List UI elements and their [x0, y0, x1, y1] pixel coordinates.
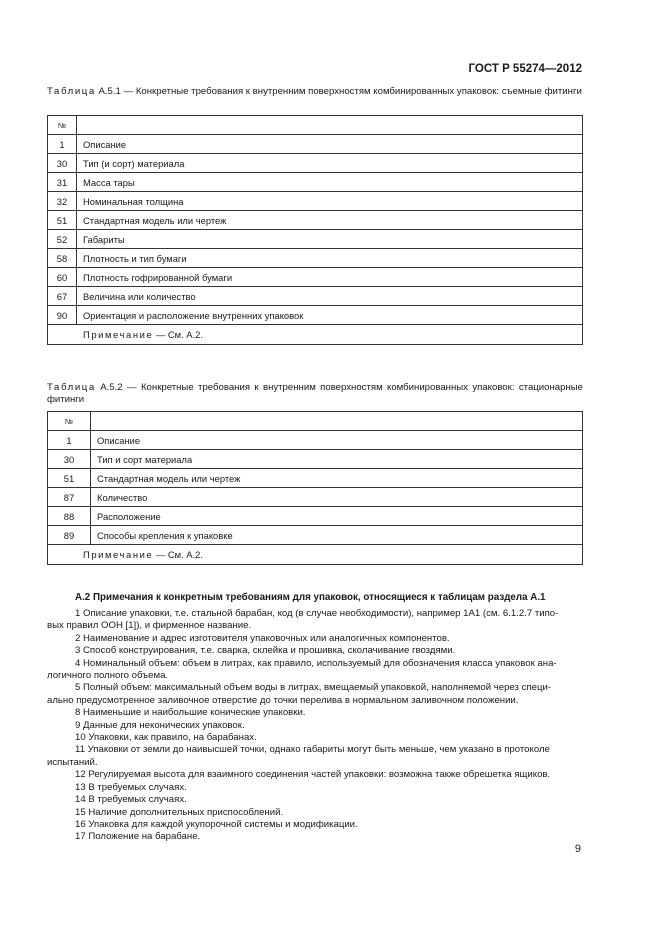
table2-caption-word: Таблица — [47, 382, 96, 393]
paragraph-continuation: испытаний. — [47, 756, 98, 768]
note-word: Примечание — [83, 549, 154, 560]
paragraph-line: 1 Описание упаковки, т.е. стальной барабан, код (в случае необходимости), например 1А1 (см. 6.1.2.7 типо- — [75, 608, 559, 619]
note-text: — См. А.2. — [153, 329, 203, 340]
section-title: А.2 Примечания к конкретным требованиям для упаковок, относящиеся к таблицам раздела А.1 — [75, 592, 546, 603]
table-header-row — [48, 412, 583, 431]
table-row — [48, 431, 583, 450]
paragraph-line: 4 Номинальный объем: объем в литрах, как правило, используемый для обозначения класса упаковок ана- — [75, 657, 557, 669]
table1-caption — [47, 86, 583, 98]
paragraph-line: 10 Упаковки, как правило, на барабанах. — [75, 732, 257, 744]
row-description: Ориентация и расположение внутренних упаковок — [77, 306, 583, 325]
row-number: 88 — [48, 507, 91, 526]
paragraph-line: 12 Регулируемая высота для взаимного соединения частей упаковки: возможна также обрешетка ящиков. — [75, 769, 551, 781]
table-note-row — [48, 325, 583, 345]
table1-note — [48, 325, 583, 345]
row-number: 67 — [48, 287, 77, 306]
paragraph-line: 14 В требуемых случаях. — [75, 794, 187, 806]
paragraph-line: 15 Наличие дополнительных приспособлений. — [75, 806, 284, 818]
table2-caption-text: А.5.2 — Конкретные требования к внутренним поверхностям комбинированных упаковок: стационарные фитинги — [47, 382, 583, 405]
row-number: 58 — [48, 249, 77, 268]
paragraph-line: 16 Упаковка для каждой укупорочной системы и модификации. — [75, 818, 358, 830]
row-number: 87 — [48, 488, 91, 507]
row-number: 30 — [48, 450, 91, 469]
paragraph-continuation: вых правил ООН [1]), и фирменное название. — [47, 620, 252, 632]
row-number: 30 — [48, 154, 77, 173]
page-number: 9 — [574, 843, 581, 855]
paragraph-line: 8 Наименьшие и наибольшие конические упаковки. — [75, 707, 306, 719]
table-header-desc — [91, 412, 583, 431]
row-number: 52 — [48, 230, 77, 249]
row-number: 32 — [48, 192, 77, 211]
row-description: Габариты — [77, 230, 583, 249]
row-description: Величина или количество — [77, 287, 583, 306]
table-note-row — [48, 545, 583, 565]
table2-caption — [47, 382, 583, 406]
table-row — [48, 249, 583, 268]
row-number: 1 — [48, 135, 77, 154]
table-row — [48, 135, 583, 154]
table-row — [48, 173, 583, 192]
row-description: Количество — [91, 488, 583, 507]
paragraph-line: 9 Данные для неконических упаковок. — [75, 719, 245, 731]
document-header: ГОСТ Р 55274—2012 — [468, 63, 582, 75]
table-row — [48, 526, 583, 545]
note-text: — См. А.2. — [153, 549, 203, 560]
paragraph-line: 2 Наименование и адрес изготовителя упаковочных или аналогичных компонентов. — [75, 632, 450, 644]
row-description: Плотность гофрированной бумаги — [77, 268, 583, 287]
row-number: 1 — [48, 431, 91, 450]
row-description: Расположение — [91, 507, 583, 526]
table1-caption-word: Таблица — [47, 86, 96, 97]
paragraph-continuation: логичного полного объема. — [47, 670, 169, 682]
row-number: 60 — [48, 268, 77, 287]
row-description: Номинальная толщина — [77, 192, 583, 211]
row-description: Плотность и тип бумаги — [77, 249, 583, 268]
table-row — [48, 507, 583, 526]
row-number: 31 — [48, 173, 77, 192]
table-row — [48, 192, 583, 211]
table-row — [48, 469, 583, 488]
table-row — [48, 268, 583, 287]
row-description: Описание — [91, 431, 583, 450]
paragraph-line: 17 Положение на барабане. — [75, 831, 201, 843]
table-row — [48, 287, 583, 306]
row-description: Описание — [77, 135, 583, 154]
paragraph-line: 3 Способ конструирования, т.е. сварка, склейка и прошивка, сколачивание гвоздями. — [75, 645, 456, 657]
table-row — [48, 450, 583, 469]
row-description: Способы крепления к упаковке — [91, 526, 583, 545]
table-row — [48, 306, 583, 325]
table-header-row — [48, 116, 583, 135]
table-row — [48, 154, 583, 173]
section-body — [47, 608, 583, 844]
table1 — [47, 115, 583, 345]
paragraph-line: 13 В требуемых случаях. — [75, 781, 187, 793]
table-header-num: № — [48, 412, 91, 431]
row-description: Тип и сорт материала — [91, 450, 583, 469]
table-row — [48, 230, 583, 249]
row-number: 90 — [48, 306, 77, 325]
paragraph-continuation: ально предусмотренное заливочное отверстие до точки перелива в нормальном заливочном положении. — [47, 694, 519, 706]
paragraph-line: 11 Упаковки от земли до наивысшей точки, однако габариты могут быть меньше, чем указано в протоколе — [75, 744, 550, 756]
table-row — [48, 211, 583, 230]
row-description: Масса тары — [77, 173, 583, 192]
table2 — [47, 411, 583, 565]
table-row — [48, 488, 583, 507]
row-number: 51 — [48, 469, 91, 488]
row-number: 89 — [48, 526, 91, 545]
row-description: Стандартная модель или чертеж — [91, 469, 583, 488]
table1-caption-text: А.5.1 — Конкретные требования к внутренним поверхностям комбинированных упаковок: съемные фитинги — [95, 86, 582, 97]
row-number: 51 — [48, 211, 77, 230]
table-header-desc — [77, 116, 583, 135]
table-header-num: № — [48, 116, 77, 135]
row-description: Стандартная модель или чертеж — [77, 211, 583, 230]
row-description: Тип (и сорт) материала — [77, 154, 583, 173]
note-word: Примечание — [83, 329, 154, 340]
paragraph-line: 5 Полный объем: максимальный объем воды в литрах, вмещаемый упаковкой, наполняемой через специ- — [75, 682, 551, 694]
table2-note — [48, 545, 583, 565]
